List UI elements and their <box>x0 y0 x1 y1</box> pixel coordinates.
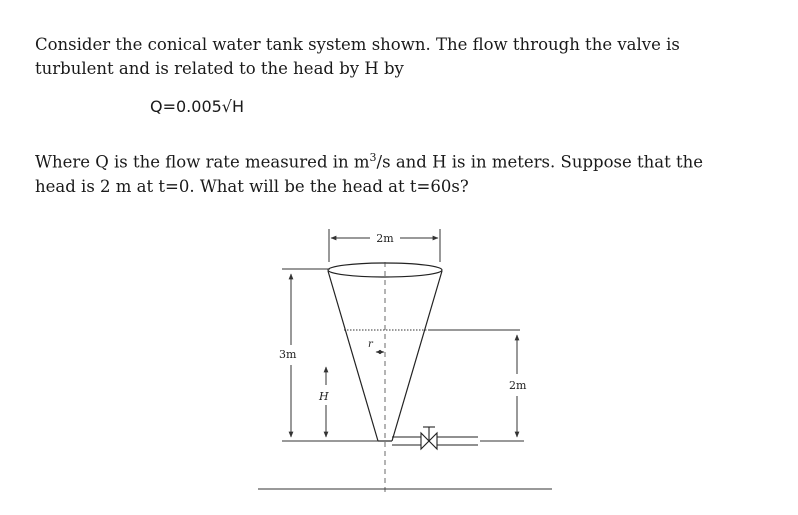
top-width-label: 2m <box>376 232 394 245</box>
initial-head-label: 2m <box>509 379 527 392</box>
intro-line-1: Consider the conical water tank system shown. The flow through the valve is <box>35 35 680 54</box>
desc-line-1-start: Where Q is the flow rate measured in m <box>35 152 370 172</box>
flow-equation: Q=0.005√H <box>150 97 245 116</box>
tank-height-label: 3m <box>279 348 297 361</box>
exponent: 3 <box>369 151 377 164</box>
desc-line-1-end: /s and H is in meters. Suppose that the <box>376 152 703 172</box>
desc-line-2: head is 2 m at t=0. What will be the head at t=60s? <box>35 176 469 196</box>
head-symbol: H <box>319 390 329 403</box>
outlet-valve <box>392 427 478 449</box>
intro-line-2: turbulent and is related to the head by H by <box>35 59 404 78</box>
radius-symbol: r <box>368 339 373 350</box>
